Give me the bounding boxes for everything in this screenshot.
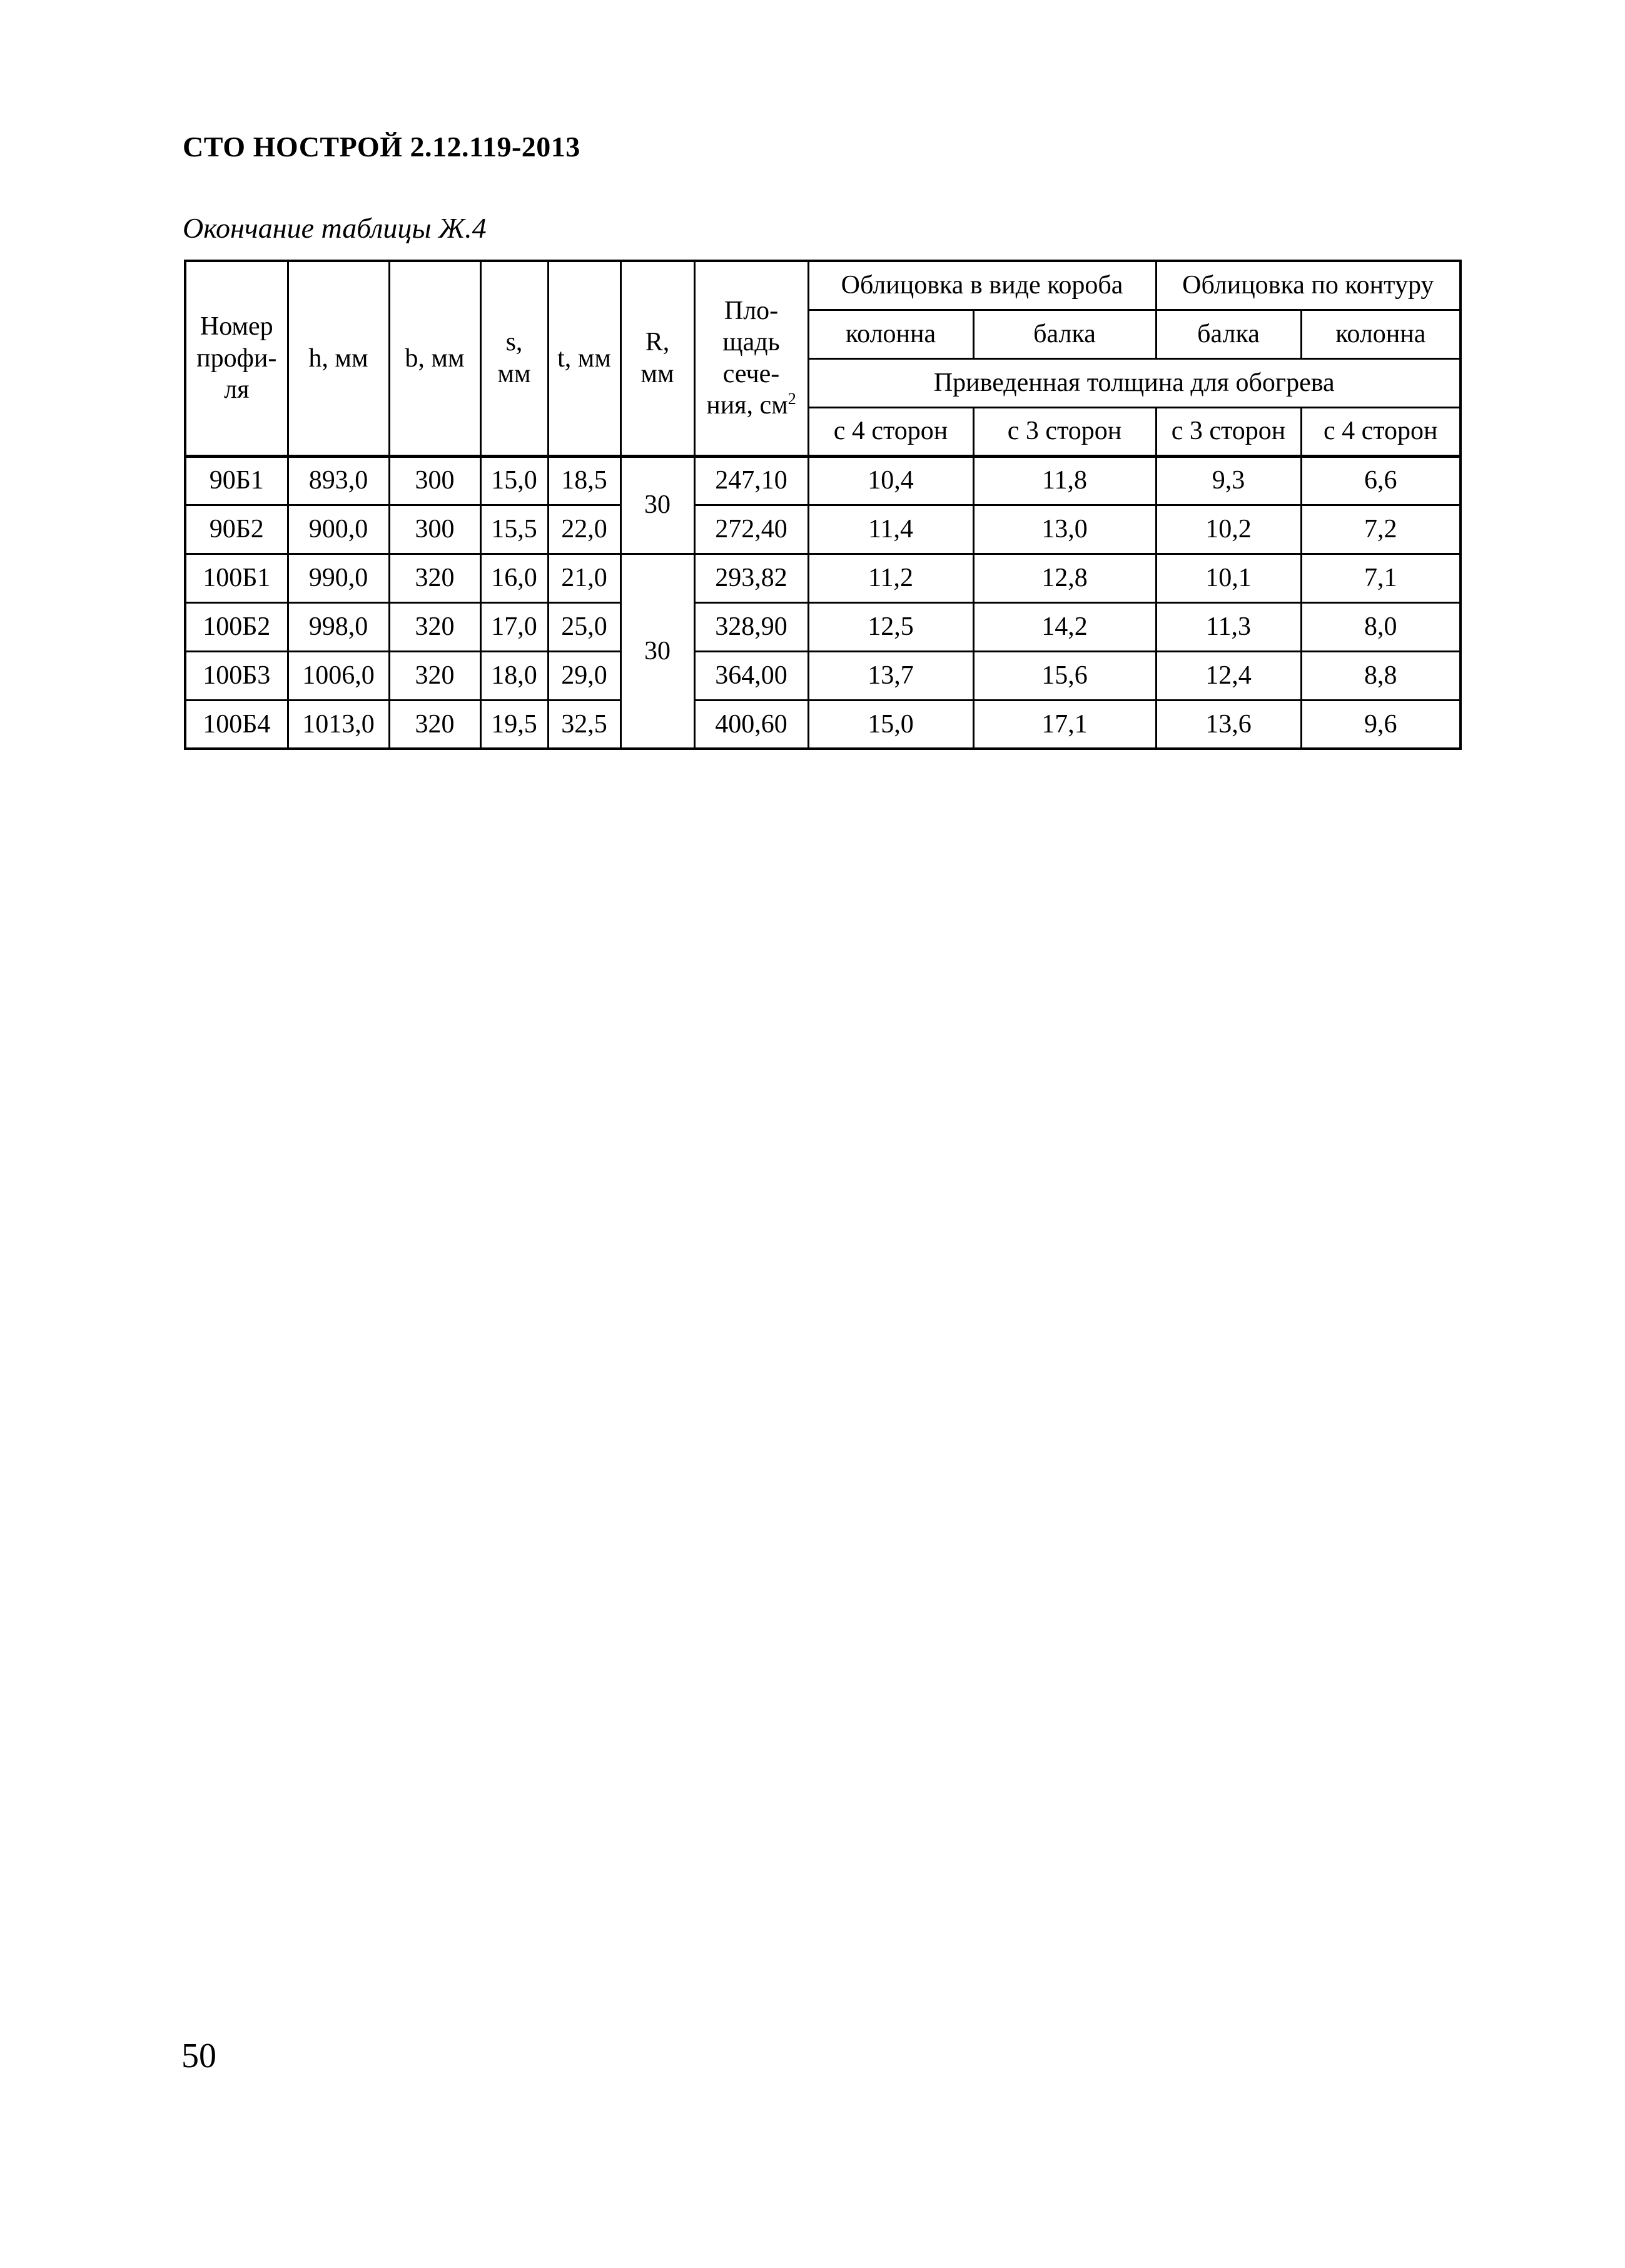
header-t: t, мм [548,261,620,456]
cell-t: 32,5 [548,700,620,749]
cell-t: 21,0 [548,554,620,602]
header-column-2: колонна [1301,310,1460,358]
cell-v4: 8,0 [1301,602,1460,651]
cell-t: 25,0 [548,602,620,651]
cell-h: 900,0 [288,505,389,554]
cell-area: 272,40 [694,505,808,554]
cell-v3: 10,1 [1156,554,1301,602]
cell-v4: 7,1 [1301,554,1460,602]
cell-v2: 14,2 [973,602,1156,651]
cell-area: 247,10 [694,456,808,505]
table-caption: Окончание таблицы Ж.4 [183,212,487,244]
data-table [184,260,1462,750]
cell-v2: 11,8 [973,456,1156,505]
cell-b: 300 [389,505,480,554]
cell-b: 320 [389,651,480,700]
table-row [185,456,1460,505]
cell-profile: 100Б2 [185,602,288,651]
header-side-3: с 3 сторон [1156,407,1301,456]
cell-r: 30 [620,554,694,749]
cell-h: 990,0 [288,554,389,602]
cell-s: 17,0 [480,602,548,651]
cell-area: 328,90 [694,602,808,651]
header-side-1: с 4 сторон [808,407,973,456]
cell-t: 22,0 [548,505,620,554]
cell-h: 1006,0 [288,651,389,700]
cell-profile: 100Б3 [185,651,288,700]
cell-profile: 90Б1 [185,456,288,505]
header-area [694,261,808,456]
header-box-cladding: Облицовка в виде короба [808,261,1156,310]
cell-v3: 9,3 [1156,456,1301,505]
header-reduced-thickness: Приведенная толщина для обогрева [808,358,1460,407]
table-row [185,554,1460,602]
cell-b: 320 [389,602,480,651]
cell-v2: 12,8 [973,554,1156,602]
header-side-2: с 3 сторон [973,407,1156,456]
cell-s: 19,5 [480,700,548,749]
cell-profile: 90Б2 [185,505,288,554]
cell-v2: 13,0 [973,505,1156,554]
header-s: s, мм [480,261,548,456]
cell-v1: 12,5 [808,602,973,651]
header-area-text: Пло- щадь сече- ния, см [706,296,788,420]
cell-v1: 13,7 [808,651,973,700]
page-number: 50 [181,2037,216,2075]
table-row [185,602,1460,651]
cell-v3: 10,2 [1156,505,1301,554]
header-contour-cladding: Облицовка по контуру [1156,261,1460,310]
cell-b: 320 [389,554,480,602]
table-row [185,505,1460,554]
table-row [185,651,1460,700]
header-r: R, мм [620,261,694,456]
cell-v2: 15,6 [973,651,1156,700]
cell-s: 15,0 [480,456,548,505]
cell-v1: 15,0 [808,700,973,749]
header-h: h, мм [288,261,389,456]
cell-r: 30 [620,456,694,554]
cell-h: 1013,0 [288,700,389,749]
cell-profile: 100Б1 [185,554,288,602]
table-row [185,700,1460,749]
cell-v4: 8,8 [1301,651,1460,700]
header-area-sup: 2 [787,390,796,408]
cell-area: 400,60 [694,700,808,749]
cell-b: 320 [389,700,480,749]
cell-v1: 11,4 [808,505,973,554]
header-side-4: с 4 сторон [1301,407,1460,456]
cell-v4: 9,6 [1301,700,1460,749]
cell-s: 15,5 [480,505,548,554]
header-beam-1: балка [973,310,1156,358]
header-b: b, мм [389,261,480,456]
cell-s: 16,0 [480,554,548,602]
cell-v1: 10,4 [808,456,973,505]
cell-v3: 12,4 [1156,651,1301,700]
cell-s: 18,0 [480,651,548,700]
cell-profile: 100Б4 [185,700,288,749]
cell-h: 893,0 [288,456,389,505]
cell-v3: 11,3 [1156,602,1301,651]
header-profile: Номер профи- ля [185,261,288,456]
cell-t: 18,5 [548,456,620,505]
document-header: СТО НОСТРОЙ 2.12.119-2013 [183,131,580,163]
cell-v3: 13,6 [1156,700,1301,749]
header-column-1: колонна [808,310,973,358]
cell-b: 300 [389,456,480,505]
cell-area: 293,82 [694,554,808,602]
cell-v4: 6,6 [1301,456,1460,505]
cell-v4: 7,2 [1301,505,1460,554]
cell-v2: 17,1 [973,700,1156,749]
cell-area: 364,00 [694,651,808,700]
cell-h: 998,0 [288,602,389,651]
cell-t: 29,0 [548,651,620,700]
cell-v1: 11,2 [808,554,973,602]
header-beam-2: балка [1156,310,1301,358]
